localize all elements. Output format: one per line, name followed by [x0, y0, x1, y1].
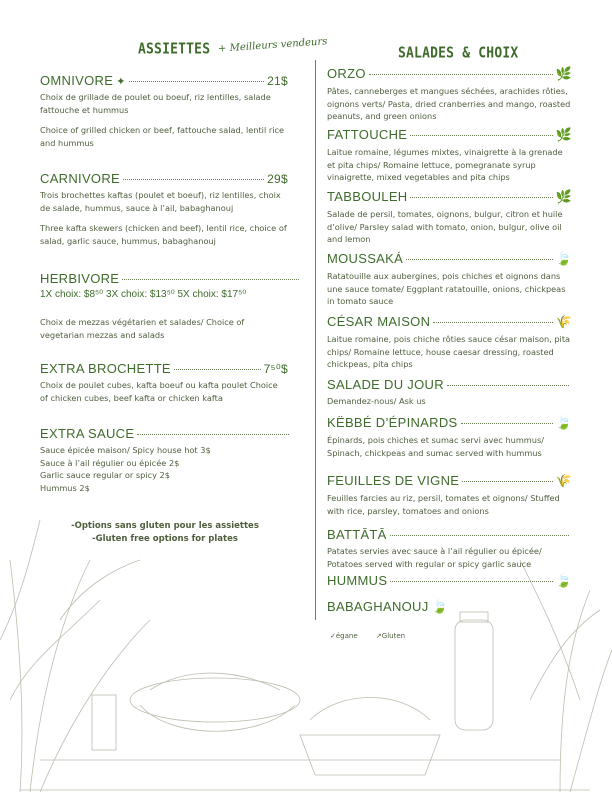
item-name: SALADE DU JOUR [327, 377, 444, 392]
sparkle-icon: + [217, 43, 227, 55]
item-name: BABAGHANOUJ [327, 599, 429, 614]
item-description-fr: Trois brochettes kaftas (poulet et boeuf), riz lentilles, choix de salade, hummus, sauce à l’ail, babaghanouj [40, 190, 281, 213]
item-description: Pâtes, canneberges et mangues séchées, arachides rôties, oignons verts/ Pasta, dried cranberries and mango, roasted peanuts, and green onions [327, 86, 571, 121]
item-description: Choix de mezzas végétarien et salades/ Choice of vegetarian mezzas and salads [40, 317, 245, 340]
sparkle-icon: ✦ [116, 76, 126, 88]
item-name: OMNIVORE [40, 73, 114, 88]
menu-item-babaghanouj [327, 599, 572, 615]
menu-item-fattouche [327, 127, 572, 184]
item-description: Choix de poulet cubes, kafta boeuf ou kafta poulet Choice of chicken cubes, beef kafta or chicken kafta [40, 380, 278, 403]
item-name: HUMMUS [327, 573, 388, 588]
menu-item-moussaka [327, 251, 572, 308]
legend-vegan-label: égane [335, 632, 358, 640]
menu-item-kebbe-epinards [327, 415, 572, 459]
item-name: BATTĀTĀ [327, 527, 387, 542]
item-name: ORZO [327, 66, 366, 81]
vegan-leaf-icon: 🌿 [555, 66, 572, 81]
leader-dots [410, 135, 552, 136]
leader-dots [129, 81, 264, 82]
leader-dots [406, 259, 552, 260]
menu-item-hummus [327, 573, 572, 589]
leader-dots [433, 322, 552, 323]
leader-dots [390, 535, 569, 536]
item-name: CÉSAR MAISON [327, 314, 431, 329]
menu-item-cesar-maison [327, 314, 572, 371]
vegan-leaf-icon: 🍃 [555, 415, 572, 430]
menu-item-salade-du-jour [327, 377, 572, 408]
item-price: 7⁵⁰$ [263, 362, 288, 376]
legend [330, 632, 405, 640]
menu-item-carnivore [40, 171, 288, 247]
leader-dots [123, 179, 264, 180]
column-divider [315, 60, 316, 620]
sauce-line: Hummus 2$ [40, 482, 90, 493]
item-description: Patates servies avec sauce à l’ail régulier ou épicée/ Potatoes served with regular or spicy garlic sauce [327, 546, 542, 569]
leader-dots [369, 74, 553, 75]
item-description: Laitue romaine, pois chiche rôties sauce césar maison, pita chips/ Romaine lettuce, house caesar dressing, roasted chickpeas, pita chips [327, 334, 571, 369]
leader-dots [462, 481, 552, 482]
gluten-note-fr: -Options sans gluten pour les assiettes [71, 521, 259, 531]
item-choices: 1X choix: $8⁵⁰ 3X choix: $13⁵⁰ 5X choix: $17⁵⁰ [40, 289, 247, 300]
item-name: TABBOULEH [327, 189, 408, 204]
gluten-notes [50, 520, 280, 546]
best-sellers-label: Meilleurs vendeurs [229, 36, 328, 54]
vegan-leaf-icon: 🌿 [555, 127, 572, 142]
item-name: FATTOUCHE [327, 127, 408, 142]
item-description: Demandez-nous/ Ask us [327, 396, 426, 406]
gluten-note-en: -Gluten free options for plates [92, 534, 238, 544]
gluten-free-icon: 🌾 [555, 314, 572, 329]
item-name: KËBBÉ D’ÉPINARDS [327, 415, 458, 430]
leader-dots [122, 279, 299, 280]
item-description: Salade de persil, tomates, oignons, bulgur, citron et huile d’olive/ Parsley salad with tomato, onion, bulgur, olive oil and lemon [327, 209, 563, 244]
vegan-leaf-icon: 🌿 [555, 189, 572, 204]
menu-item-extra-sauce [40, 426, 292, 494]
menu-item-herbivore [40, 271, 302, 341]
menu-item-tabbouleh [327, 189, 572, 246]
item-description: Laitue romaine, légumes mixtes, vinaigrette à la grenade et pita chips/ Romaine lettuce, pomegranate syrup vinaigrette, mixed vegetables and pita chips [327, 147, 563, 182]
vegan-leaf-icon: 🍃 [555, 251, 572, 266]
item-description-en: Three kafta skewers (chicken and beef), lentil rice, choice of salad, garlic sauce, hummus, babaghanouj [40, 223, 287, 246]
item-description-fr: Choix de grillade de poulet ou boeuf, riz lentilles, salade fattouche et hummus [40, 92, 271, 115]
leader-dots [174, 369, 261, 370]
item-description: Ratatouille aux aubergines, pois chiches et oignons dans une sauce tomate/ Eggplant ratatouille, onions, chickpeas in tomato sauce [327, 271, 566, 306]
item-name: FEUILLES DE VIGNE [327, 473, 460, 488]
item-description-en: Choice of grilled chicken or beef, fattouche salad, lentil rice and hummus [40, 125, 285, 148]
gluten-free-icon: ↗ [375, 632, 382, 640]
item-name: HERBIVORE [40, 271, 120, 286]
item-price: 21$ [267, 74, 288, 88]
leader-dots [461, 423, 553, 424]
item-name: CARNIVORE [40, 171, 120, 186]
item-name: MOUSSAKÁ [327, 251, 404, 266]
item-name: EXTRA BROCHETTE [40, 361, 171, 376]
item-name: EXTRA SAUCE [40, 426, 135, 441]
item-description: Feuilles farcies au riz, persil, tomates et oignons/ Stuffed with rice, parsley, tomatoes and onions [327, 493, 560, 516]
vegan-leaf-icon: 🍃 [431, 599, 449, 614]
menu-item-battata [327, 527, 572, 570]
leader-dots [447, 385, 569, 386]
section-title-assiettes: ASSIETTES [138, 40, 211, 59]
sauce-line: Sauce épicée maison/ Spicy house hot 3$ [40, 445, 211, 455]
menu-item-orzo [327, 66, 572, 123]
vegan-leaf-icon: ✓ [330, 632, 336, 640]
gluten-free-icon: 🌾 [555, 473, 572, 488]
legend-gluten-label: Gluten [381, 632, 406, 640]
menu-item-omnivore [40, 73, 288, 149]
leader-dots [410, 197, 552, 198]
leader-dots [137, 434, 289, 435]
item-description: Épinards, pois chiches et sumac servi avec hummus/ Spinach, chickpeas and sumac served with hummus [327, 435, 544, 458]
section-title-salades: SALADES & CHOIX [398, 44, 519, 63]
sauce-line: Garlic sauce regular or spicy 2$ [40, 470, 170, 480]
vegan-leaf-icon: 🍃 [555, 573, 572, 588]
sauce-line: Sauce à l’ail régulier ou épicée 2$ [40, 457, 180, 468]
menu-item-feuilles-de-vigne [327, 473, 572, 517]
menu-item-extra-brochette [40, 361, 288, 404]
leader-dots [390, 581, 552, 582]
item-price: 29$ [267, 172, 288, 186]
